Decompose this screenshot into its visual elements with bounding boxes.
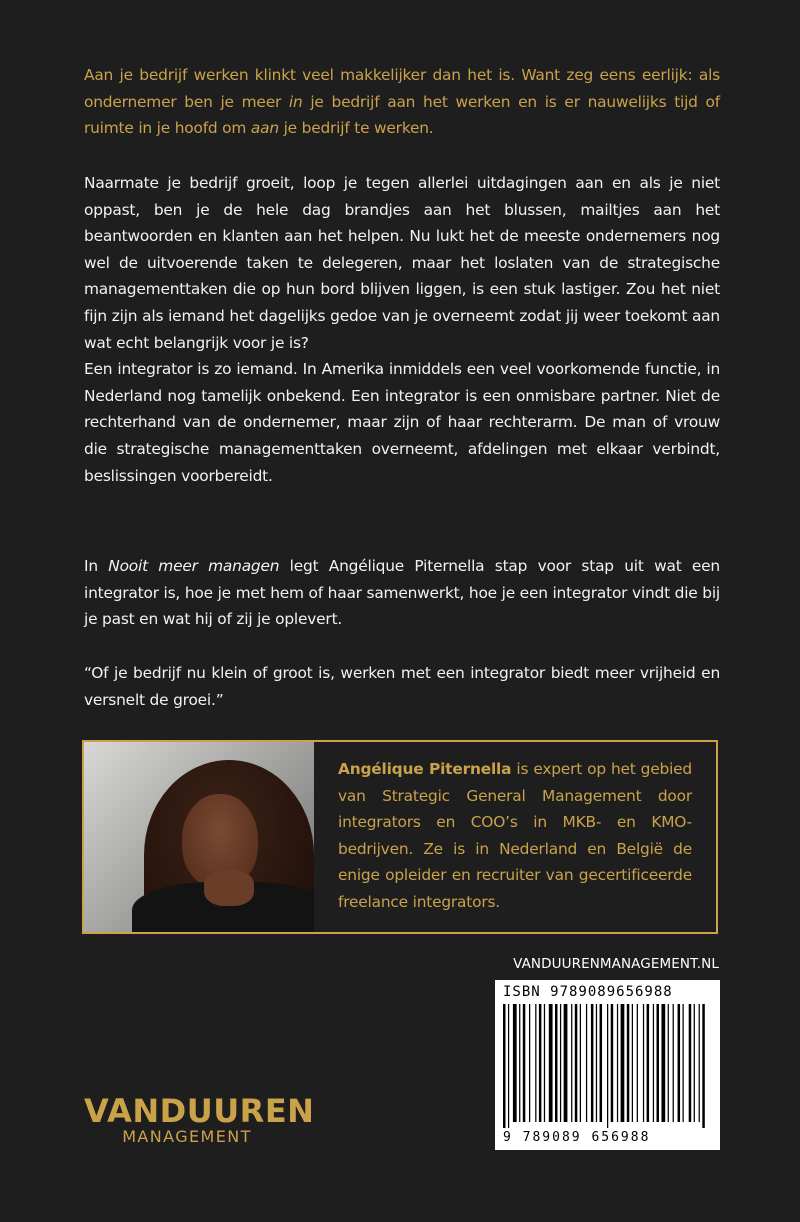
barcode-bar [555,1004,558,1122]
barcode-bar [627,1004,630,1122]
quote [84,660,720,713]
barcode-bar [683,1004,684,1122]
publisher-logo-name: VANDUUREN [84,1092,315,1130]
barcode-bar [513,1004,517,1122]
body-paragraph-2: Een integrator is zo iemand. In Amerika inmiddels een veel voorkomende functie, in Nederland nog tamelijk onbekend. Een integrator is een onmisbare partner. Niet de rechterhand van de ondernemer, maar zijn of haar rechterarm. De man of vrouw die strategische managementtaken overneemt, afdelingen met elkaar verbindt, beslissingen voorbereidt. [84,360,720,485]
intro-text-3: je bedrijf te werken. [278,119,434,138]
barcode-bar [689,1004,692,1122]
barcode-bars [501,1004,714,1128]
body-section-1 [84,170,720,489]
intro-paragraph [84,62,720,142]
isbn-digits: 9 789089 656988 [503,1130,651,1145]
barcode-bar [643,1004,644,1122]
barcode-bar [564,1004,568,1122]
book-title-mention: Nooit meer managen [108,557,280,575]
author-name: Angélique Piternella [338,760,512,778]
barcode-bar [575,1004,578,1122]
barcode-bar [535,1004,536,1122]
barcode-bar [653,1004,654,1122]
barcode-bar [607,1004,608,1128]
barcode-bar [702,1004,705,1128]
barcode-bar [600,1004,603,1122]
barcode-bar [503,1004,506,1128]
publisher-website: VANDUURENMANAGEMENT.NL [513,956,719,972]
barcode-bar [617,1004,618,1122]
quote-text: “Of je bedrijf nu klein of groot is, werken met een integrator biedt meer vrijheid en versnelt de groei.” [84,664,720,709]
barcode-bar [523,1004,526,1122]
intro-text-1: Aan je bedrijf werken klinkt veel makkelijker dan het is. Want zeg eens eerlijk: als ondernemer ben je meer [84,66,720,111]
barcode-bar [673,1004,674,1122]
author-bio [314,742,716,932]
barcode-bar [657,1004,660,1122]
intro-text-2: je bedrijf aan het werken en is er nauwelijks tijd of ruimte in je hoofd om [84,92,720,138]
barcode [495,980,720,1150]
barcode-bar [621,1004,625,1122]
barcode-bar [632,1004,633,1122]
barcode-bar [637,1004,638,1122]
barcode-bar [508,1004,509,1128]
barcode-bar [539,1004,542,1122]
barcode-bar [678,1004,681,1122]
barcode-bar [596,1004,597,1122]
barcode-bar [668,1004,669,1122]
barcode-bar [519,1004,520,1122]
barcode-bar [580,1004,581,1122]
barcode-bar [647,1004,650,1122]
body2-text: legt Angélique Piternella stap voor stap uit wat een integrator is, hoe je met hem of haar samenwerkt, hoe je een integrator vindt die bij je past en wat hij of zij je oplevert. [84,557,720,629]
publisher-logo-sub: MANAGEMENT [122,1127,252,1146]
barcode-bar [529,1004,530,1122]
barcode-bar [694,1004,695,1122]
author-box [82,740,718,934]
body2-prefix: In [84,557,109,575]
barcode-bar [586,1004,587,1122]
isbn-label: ISBN 9789089656988 [503,984,673,1000]
barcode-bar [591,1004,594,1122]
barcode-bar [571,1004,572,1122]
barcode-bar [699,1004,700,1122]
author-bio-text: is expert op het gebied van Strategic General Management door integrators en COO’s in MKB- en KMO-bedrijven. Ze is in Nederland en België de enige opleider en recruiter van gecertificeerde freelance integrators. [338,760,692,911]
barcode-bar [560,1004,561,1122]
intro-emphasis-aan: aan [250,119,279,138]
intro-emphasis-in: in [288,92,303,111]
publisher-logo [84,1092,315,1146]
barcode-bar [661,1004,665,1122]
author-photo [84,742,314,932]
barcode-bar [544,1004,545,1122]
body-section-2 [84,553,720,633]
body-paragraph-1: Naarmate je bedrijf groeit, loop je tegen allerlei uitdagingen aan en als je niet oppast, ben je de hele dag brandjes aan het blussen, mailtjes aan het beantwoorden en klanten aan het helpen. Nu lukt het de meeste ondernemers nog wel de uitvoerende taken te delegeren, maar het loslaten van de strategische managementtaken die op hun bord blijven liggen, is een stuk lastiger. Zou het niet fijn zijn als iemand het dagelijks gedoe van je overneemt zodat jij weer toekomt aan wat echt belangrijk voor je is? [84,174,720,352]
barcode-bar [611,1004,614,1122]
barcode-bar [549,1004,553,1122]
